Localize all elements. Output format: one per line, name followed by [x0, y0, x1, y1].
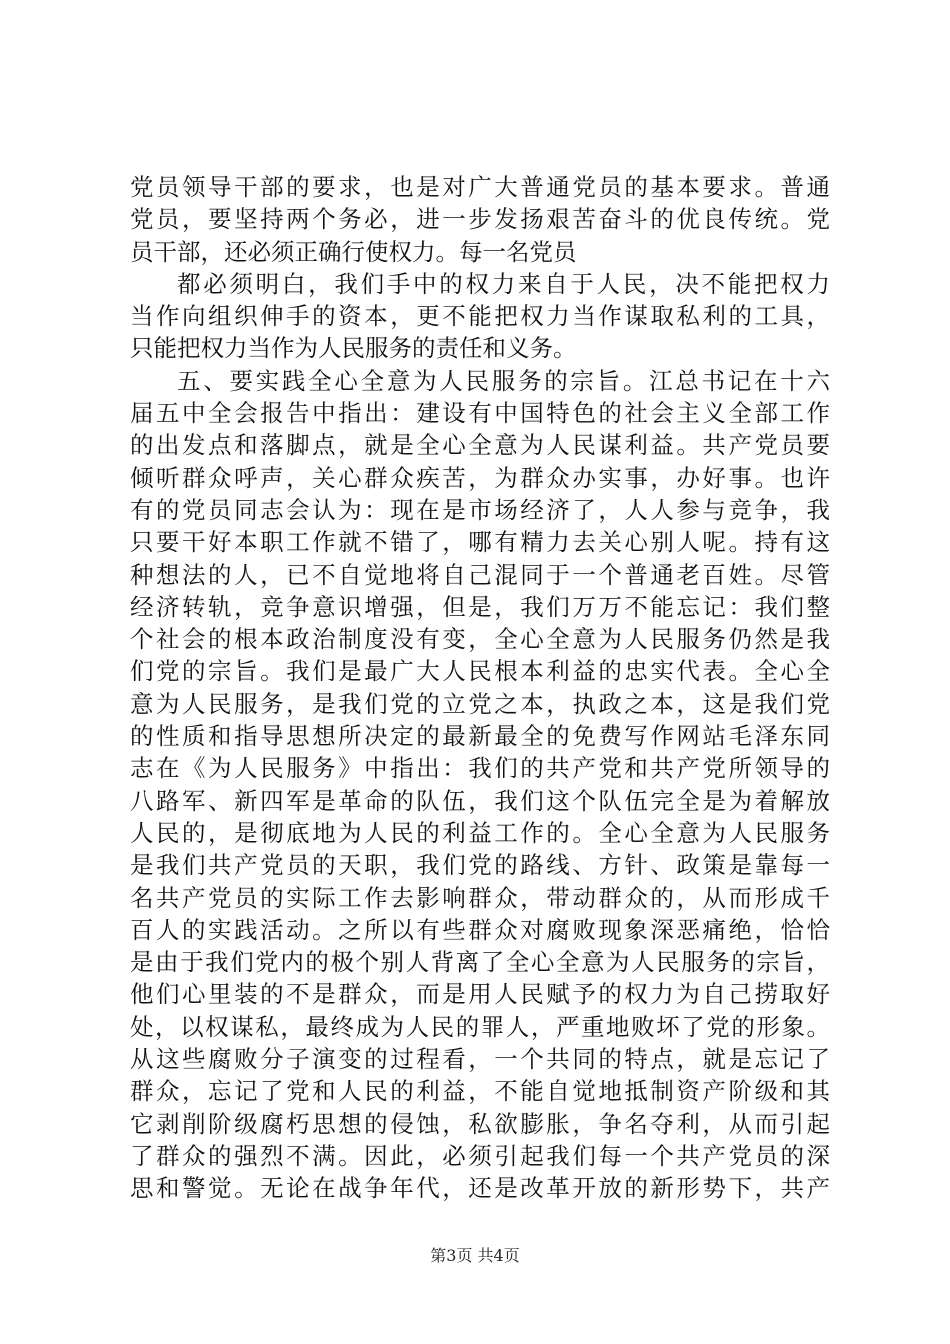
text-line: 人民的，是彻底地为人民的利益工作的。全心全意为人民服务: [130, 818, 830, 847]
text-line: 届五中全会报告中指出：建设有中国特色的社会主义全部工作: [130, 399, 830, 428]
page-footer: 第3页 共4页: [430, 1246, 520, 1265]
text-line: 的性质和指导思想所决定的最新最全的免费写作网站毛泽东同: [130, 722, 830, 751]
text-line: 群众，忘记了党和人民的利益，不能自觉地抵制资产阶级和其: [130, 1077, 830, 1106]
text-line: 个社会的根本政治制度没有变，全心全意为人民服务仍然是我: [130, 625, 830, 654]
text-line: 名共产党员的实际工作去影响群众，带动群众的，从而形成千: [130, 883, 830, 912]
text-line: 从这些腐败分子演变的过程看，一个共同的特点，就是忘记了: [130, 1045, 830, 1074]
text-line: 百人的实践活动。之所以有些群众对腐败现象深恶痛绝，恰恰: [130, 915, 830, 944]
text-line: 党员，要坚持两个务必，进一步发扬艰苦奋斗的优良传统。党: [130, 205, 830, 234]
text-line: 们党的宗旨。我们是最广大人民根本利益的忠实代表。全心全: [130, 657, 830, 686]
text-line: 种想法的人，已不自觉地将自己混同于一个普通老百姓。尽管: [130, 560, 830, 589]
text-line: 员干部，还必须正确行使权力。每一名党员: [130, 237, 577, 266]
text-line: 是由于我们党内的极个别人背离了全心全意为人民服务的宗旨，: [130, 948, 830, 977]
text-line: 了群众的强烈不满。因此，必须引起我们每一个共产党员的深: [130, 1141, 830, 1170]
text-line: 他们心里装的不是群众，而是用人民赋予的权力为自己捞取好: [130, 980, 830, 1009]
text-line: 处，以权谋私，最终成为人民的罪人，严重地败坏了党的形象。: [130, 1012, 830, 1041]
text-line: 五、要实践全心全意为人民服务的宗旨。江总书记在十六: [177, 366, 830, 395]
text-line: 倾听群众呼声，关心群众疾苦，为群众办实事，办好事。也许: [130, 463, 830, 492]
text-line: 党员领导干部的要求，也是对广大普通党员的基本要求。普通: [130, 173, 830, 201]
text-line: 志在《为人民服务》中指出：我们的共产党和共产党所领导的: [130, 754, 830, 783]
body-text: [130, 171, 830, 1205]
text-line: 思和警觉。无论在战争年代，还是改革开放的新形势下，共产: [130, 1174, 830, 1203]
text-line: 只能把权力当作为人民服务的责任和义务。: [130, 334, 577, 363]
text-line: 的出发点和落脚点，就是全心全意为人民谋利益。共产党员要: [130, 431, 830, 460]
text-line: 是我们共产党员的天职，我们党的路线、方针、政策是靠每一: [130, 851, 830, 880]
text-line: 当作向组织伸手的资本，更不能把权力当作谋取私利的工具，: [130, 302, 830, 331]
text-line: 经济转轨，竞争意识增强，但是，我们万万不能忘记：我们整: [130, 592, 830, 621]
text-line: 只要干好本职工作就不错了，哪有精力去关心别人呢。持有这: [130, 528, 830, 557]
text-line: 有的党员同志会认为：现在是市场经济了，人人参与竞争，我: [130, 495, 830, 524]
text-line: 八路军、新四军是革命的队伍，我们这个队伍完全是为着解放: [130, 786, 830, 815]
text-line: 意为人民服务，是我们党的立党之本，执政之本，这是我们党: [130, 689, 830, 718]
text-line: 都必须明白，我们手中的权力来自于人民，决不能把权力: [177, 269, 830, 298]
text-line: 它剥削阶级腐朽思想的侵蚀，私欲膨胀，争名夺利，从而引起: [130, 1109, 830, 1138]
